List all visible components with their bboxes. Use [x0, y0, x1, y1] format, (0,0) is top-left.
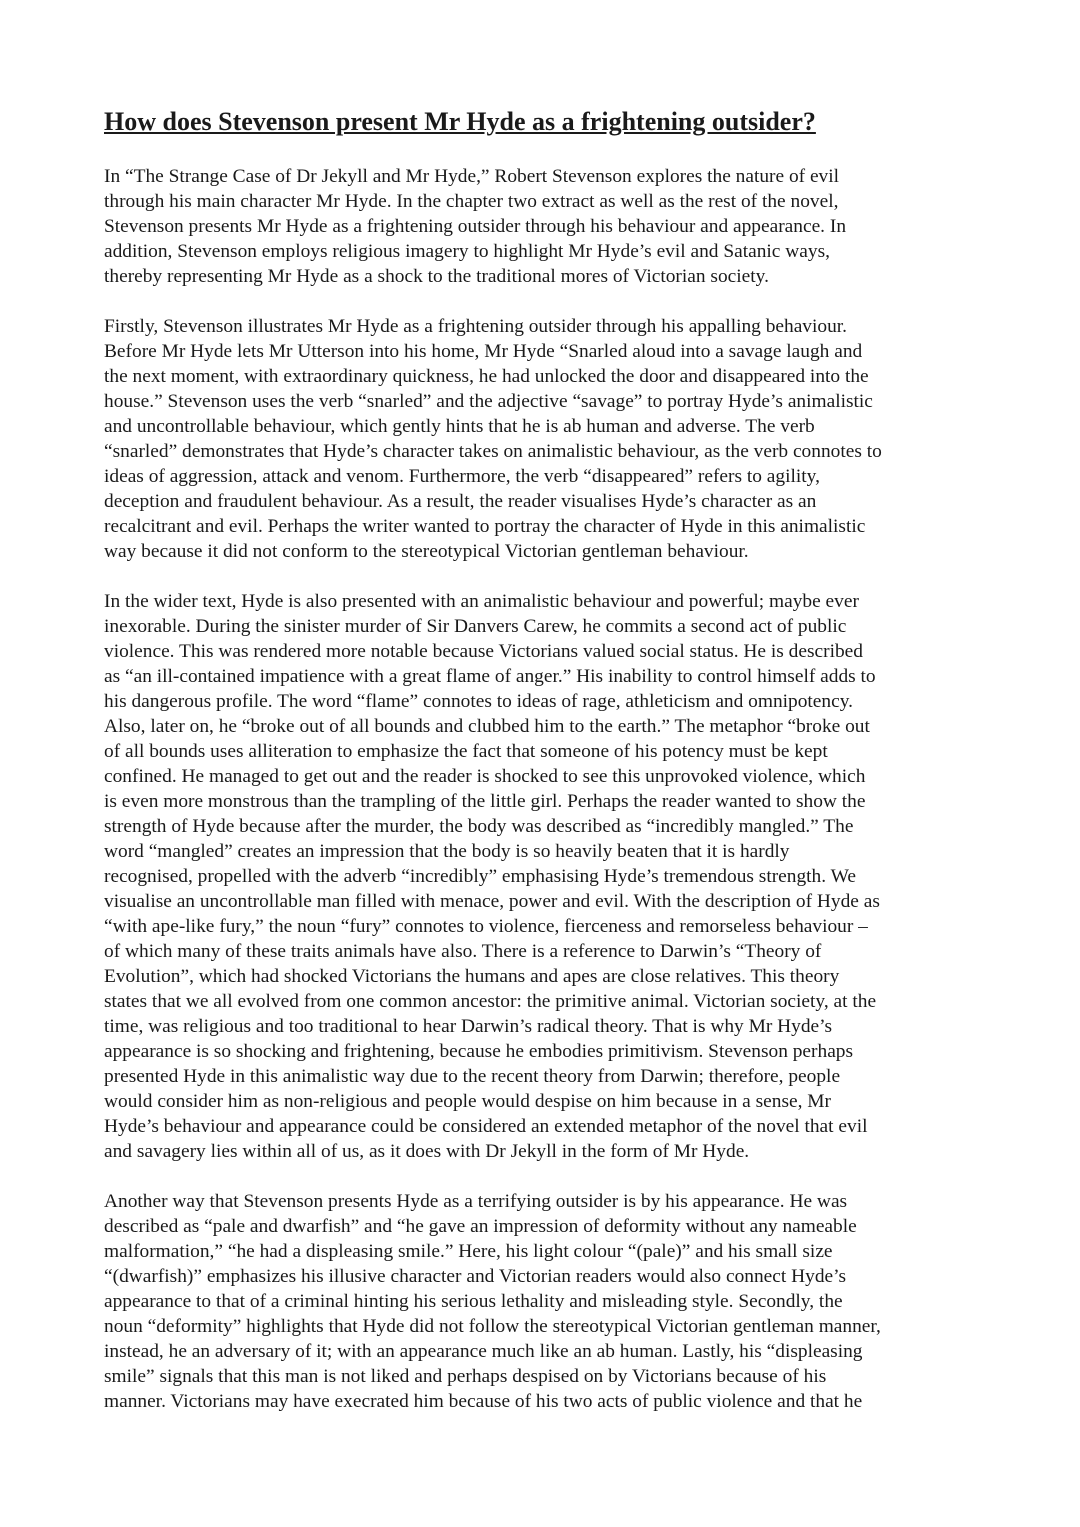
paragraph [104, 589, 980, 1164]
paragraph-line: states that we all evolved from one common ancestor: the primitive animal. Victorian society, at the [104, 991, 877, 1012]
paragraph [104, 164, 980, 289]
paragraph-line: of all bounds uses alliteration to emphasize the fact that someone of his potency must be kept [104, 741, 828, 762]
paragraph-line: addition, Stevenson employs religious imagery to highlight Mr Hyde’s evil and Satanic ways, [104, 241, 830, 262]
paragraph-line: manner. Victorians may have execrated him because of his two acts of public violence and that he [104, 1391, 863, 1412]
paragraph-line: of which many of these traits animals have also. There is a reference to Darwin’s “Theory of [104, 941, 822, 962]
paragraph-line: In the wider text, Hyde is also presented with an animalistic behaviour and powerful; maybe ever [104, 591, 859, 612]
paragraph-line: Before Mr Hyde lets Mr Utterson into his home, Mr Hyde “Snarled aloud into a savage laugh and [104, 341, 863, 362]
paragraph-line: ideas of aggression, attack and venom. Furthermore, the verb “disappeared” refers to agility, [104, 466, 820, 487]
paragraph-line: through his main character Mr Hyde. In the chapter two extract as well as the rest of the novel, [104, 191, 839, 212]
paragraph-line: thereby representing Mr Hyde as a shock to the traditional mores of Victorian society. [104, 266, 769, 287]
paragraph-line: In “The Strange Case of Dr Jekyll and Mr Hyde,” Robert Stevenson explores the nature of evil [104, 166, 840, 187]
paragraph [104, 314, 980, 564]
paragraph-line: appearance to that of a criminal hinting his serious lethality and misleading style. Secondly, the [104, 1291, 843, 1312]
paragraph-line: presented Hyde in this animalistic way due to the recent theory from Darwin; therefore, people [104, 1066, 841, 1087]
paragraph-line: “snarled” demonstrates that Hyde’s character takes on animalistic behaviour, as the verb connotes to [104, 441, 882, 462]
paragraph-line: smile” signals that this man is not liked and perhaps despised on by Victorians because of his [104, 1366, 827, 1387]
paragraph-line: would consider him as non-religious and people would despise on him because in a sense, Mr [104, 1091, 831, 1112]
paragraph-line: inexorable. During the sinister murder of Sir Danvers Carew, he commits a second act of public [104, 616, 847, 637]
paragraph-line: way because it did not conform to the stereotypical Victorian gentleman behaviour. [104, 541, 749, 562]
paragraph-line: Another way that Stevenson presents Hyde as a terrifying outsider is by his appearance. He was [104, 1191, 848, 1212]
paragraph-line: malformation,” “he had a displeasing smile.” Here, his light colour “(pale)” and his small size [104, 1241, 833, 1262]
paragraph-line: Also, later on, he “broke out of all bounds and clubbed him to the earth.” The metaphor “broke out [104, 716, 870, 737]
paragraph-line: Stevenson presents Mr Hyde as a frightening outsider through his behaviour and appearance. In [104, 216, 847, 237]
paragraph-line: house.” Stevenson uses the verb “snarled” and the adjective “savage” to portray Hyde’s animalistic [104, 391, 873, 412]
paragraph-line: strength of Hyde because after the murder, the body was described as “incredibly mangled.” The [104, 816, 854, 837]
paragraph-line: violence. This was rendered more notable because Victorians valued social status. He is described [104, 641, 863, 662]
paragraph-line: “with ape-like fury,” the noun “fury” connotes to violence, fierceness and remorseless behaviour – [104, 916, 868, 937]
paragraph-line: deception and fraudulent behaviour. As a result, the reader visualises Hyde’s character as an [104, 491, 817, 512]
paragraph-line: recalcitrant and evil. Perhaps the writer wanted to portray the character of Hyde in this animalistic [104, 516, 866, 537]
paragraph-line: described as “pale and dwarfish” and “he gave an impression of deformity without any nameable [104, 1216, 857, 1237]
paragraph-line: appearance is so shocking and frightening, because he embodies primitivism. Stevenson perhaps [104, 1041, 854, 1062]
paragraph-line: and savagery lies within all of us, as it does with Dr Jekyll in the form of Mr Hyde. [104, 1141, 750, 1162]
essay-title: How does Stevenson present Mr Hyde as a frightening outsider? [104, 107, 816, 136]
paragraph-line: word “mangled” creates an impression that the body is so heavily beaten that it is hardly [104, 841, 790, 862]
paragraph-line: Hyde’s behaviour and appearance could be considered an extended metaphor of the novel that evil [104, 1116, 868, 1137]
paragraph-line: time, was religious and too traditional to hear Darwin’s radical theory. That is why Mr Hyde’s [104, 1016, 833, 1037]
paragraph-line: visualise an uncontrollable man filled with menace, power and evil. With the description of Hyde as [104, 891, 880, 912]
paragraph-line: instead, he an adversary of it; with an appearance much like an ab human. Lastly, his “displeasing [104, 1341, 863, 1362]
paragraph-line: his dangerous profile. The word “flame” connotes to ideas of rage, athleticism and omnipotency. [104, 691, 854, 712]
paragraph-line: as “an ill-contained impatience with a great flame of anger.” His inability to control himself adds to [104, 666, 876, 687]
document-body [104, 104, 980, 1439]
paragraph-line: Firstly, Stevenson illustrates Mr Hyde as a frightening outsider through his appalling behaviour. [104, 316, 848, 337]
paragraph-line: Evolution”, which had shocked Victorians the humans and apes are close relatives. This theory [104, 966, 840, 987]
paragraph [104, 1189, 980, 1414]
essay-paragraphs [104, 164, 980, 1414]
paragraph-line: noun “deformity” highlights that Hyde did not follow the stereotypical Victorian gentleman manner, [104, 1316, 881, 1337]
paragraph-line: confined. He managed to get out and the reader is shocked to see this unprovoked violence, which [104, 766, 866, 787]
paragraph-line: is even more monstrous than the trampling of the little girl. Perhaps the reader wanted to show the [104, 791, 866, 812]
paragraph-line: “(dwarfish)” emphasizes his illusive character and Victorian readers would also connect Hyde’s [104, 1266, 847, 1287]
paragraph-line: recognised, propelled with the adverb “incredibly” emphasising Hyde’s tremendous strength. We [104, 866, 856, 887]
paragraph-line: and uncontrollable behaviour, which gently hints that he is ab human and adverse. The verb [104, 416, 815, 437]
paragraph-line: the next moment, with extraordinary quickness, he had unlocked the door and disappeared into the [104, 366, 869, 387]
